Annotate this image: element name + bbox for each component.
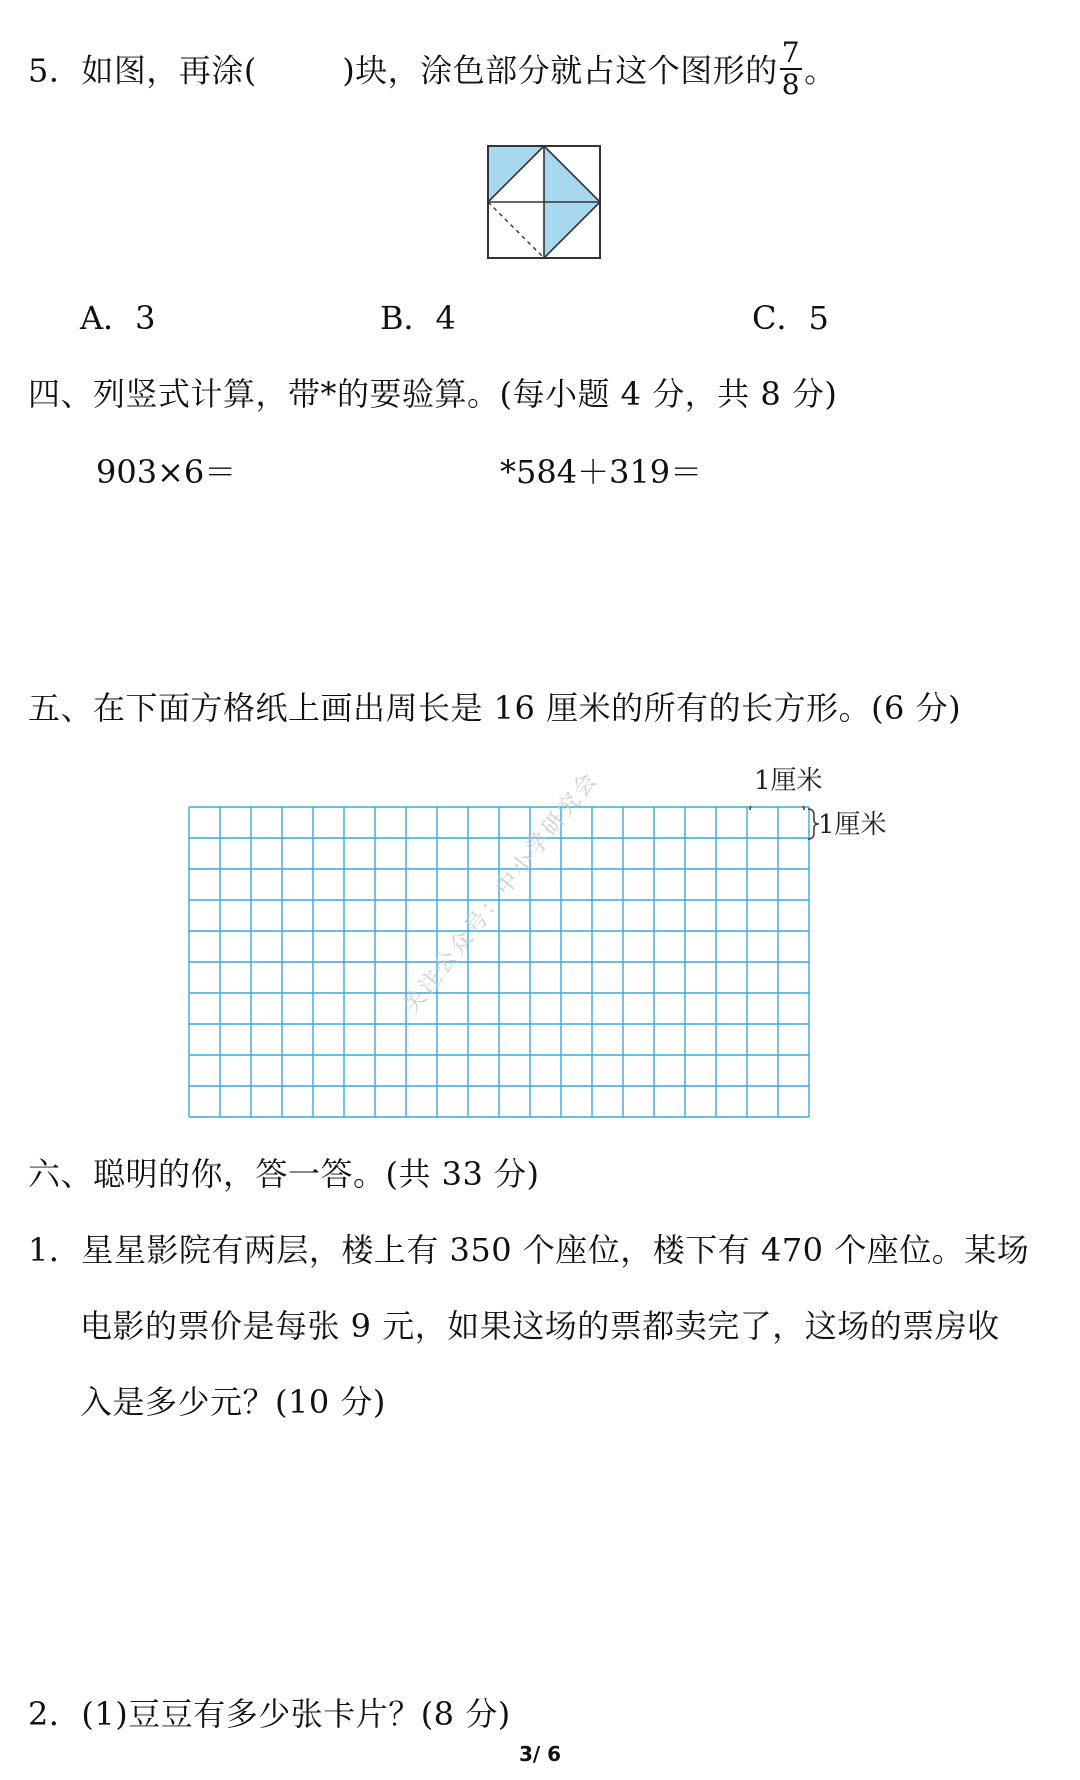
square-fraction-figure: [486, 144, 602, 260]
page-number: 3/ 6: [518, 1742, 562, 1766]
q5-text-after: )块，涂色部分就占这个图形的: [342, 51, 778, 90]
q2-prompt: 2．(1)豆豆有多少张卡片？(8 分): [28, 1695, 511, 1733]
section-6-heading: 六、聪明的你，答一答。(共 33 分): [28, 1155, 540, 1193]
calc-problem-2: *584＋319＝: [500, 453, 703, 491]
q1-line-1: 1．星星影院有两层，楼上有 350 个座位，楼下有 470 个座位。某场: [28, 1231, 1030, 1269]
q5-answer-blank[interactable]: [257, 52, 342, 90]
q5-text-before: 5．如图，再涂(: [28, 51, 257, 90]
section-4-heading: 四、列竖式计算，带*的要验算。(每小题 4 分，共 8 分): [28, 375, 838, 413]
q5-prompt: [28, 36, 837, 104]
option-a[interactable]: A．3: [80, 299, 156, 337]
unit-label-top: 1厘米: [754, 766, 823, 796]
q1-line-2: 电影的票价是每张 9 元，如果这场的票都卖完了，这场的票房收: [80, 1307, 1000, 1345]
watermark-text: 关注公众号：中小学研究会: [398, 766, 604, 1019]
grid-lines: [189, 807, 809, 1117]
option-b[interactable]: B．4: [380, 299, 456, 337]
section-5-heading: 五、在下面方格纸上画出周长是 16 厘米的所有的长方形。(6 分): [28, 689, 962, 727]
unit-label-side: 1厘米: [818, 810, 887, 840]
option-c[interactable]: C．5: [752, 299, 829, 337]
q5-end-punct: 。: [804, 51, 837, 90]
calc-problem-1: 903×6＝: [96, 453, 237, 491]
brace-side: [806, 808, 820, 840]
diamond-edge-bottom-left-dashed: [488, 202, 544, 258]
fraction-denominator: 8: [781, 68, 801, 101]
q1-line-3: 入是多少元？(10 分): [80, 1383, 386, 1421]
fraction-numerator: 7: [781, 36, 801, 69]
fraction-seven-eighths: [780, 38, 802, 100]
